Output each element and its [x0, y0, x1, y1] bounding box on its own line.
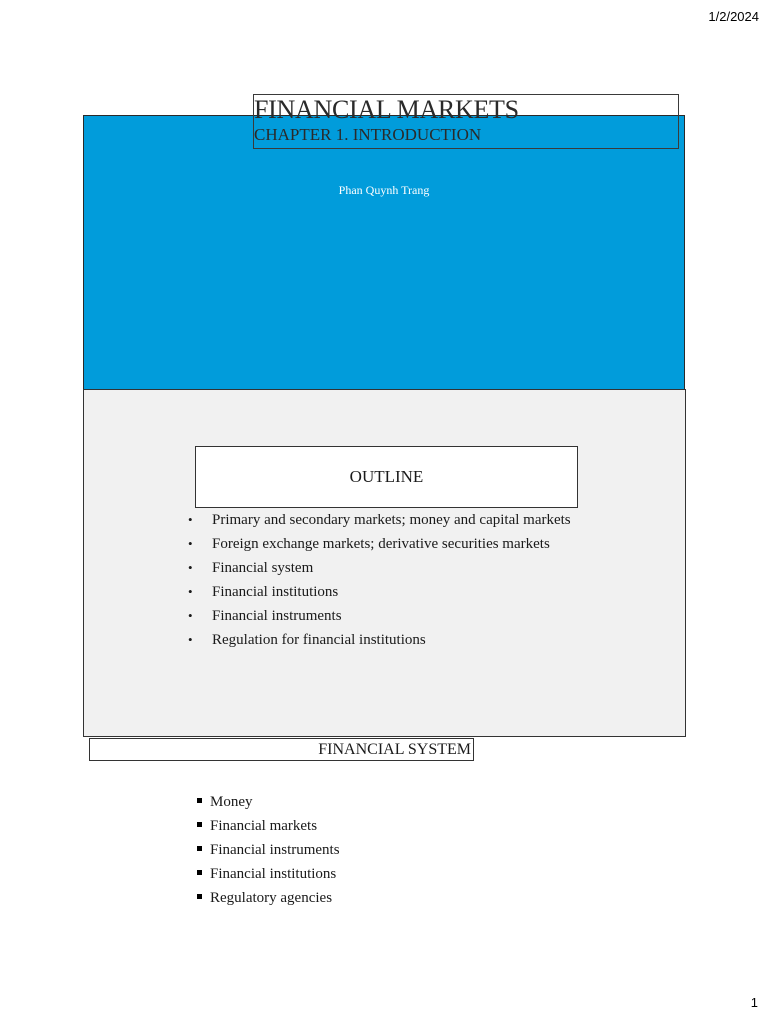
bullet-icon: •	[188, 608, 193, 623]
list-item-text: Financial instruments	[210, 842, 340, 858]
list-item	[197, 814, 340, 838]
list-item	[197, 886, 340, 910]
list-item-text: Money	[210, 794, 253, 810]
bullet-icon: •	[188, 584, 193, 599]
square-bullet-icon	[197, 822, 202, 827]
outline-heading: OUTLINE	[195, 446, 578, 508]
financial-system-list	[197, 790, 340, 910]
title-placeholder	[253, 94, 679, 149]
outline-slide	[83, 389, 686, 737]
slide-subtitle: CHAPTER 1. INTRODUCTION	[254, 125, 482, 144]
square-bullet-icon	[197, 894, 202, 899]
bullet-icon: •	[188, 632, 193, 647]
list-item	[197, 838, 340, 862]
list-item-text: Regulation for financial institutions	[212, 632, 426, 648]
list-item	[197, 790, 340, 814]
slide-author: Phan Quynh Trang	[338, 183, 430, 197]
bullet-icon: •	[188, 560, 193, 575]
financial-system-heading-box	[89, 738, 474, 761]
bullet-icon: •	[188, 536, 193, 551]
bullet-icon: •	[188, 512, 193, 527]
list-item-text: Financial institutions	[212, 584, 339, 600]
list-item	[197, 862, 340, 886]
list-item	[188, 532, 571, 556]
outline-list	[188, 508, 571, 652]
list-item-text: Regulatory agencies	[210, 890, 333, 906]
list-item	[188, 628, 571, 652]
list-item	[188, 580, 571, 604]
square-bullet-icon	[197, 846, 202, 851]
list-item-text: Financial institutions	[210, 866, 337, 882]
slide-title: FINANCIAL MARKETS	[254, 95, 519, 124]
list-item-text: Financial instruments	[212, 608, 342, 624]
square-bullet-icon	[197, 798, 202, 803]
list-item-text: Primary and secondary markets; money and capital markets	[212, 512, 571, 528]
list-item-text: Financial markets	[210, 818, 318, 834]
list-item	[188, 508, 571, 532]
financial-system-heading: FINANCIAL SYSTEM	[318, 741, 471, 758]
list-item-text: Financial system	[212, 560, 314, 576]
list-item	[188, 556, 571, 580]
list-item-text: Foreign exchange markets; derivative securities markets	[212, 536, 550, 552]
square-bullet-icon	[197, 870, 202, 875]
list-item	[188, 604, 571, 628]
print-date: 1/2/2024	[708, 9, 759, 24]
page-number: 1	[750, 995, 758, 1010]
